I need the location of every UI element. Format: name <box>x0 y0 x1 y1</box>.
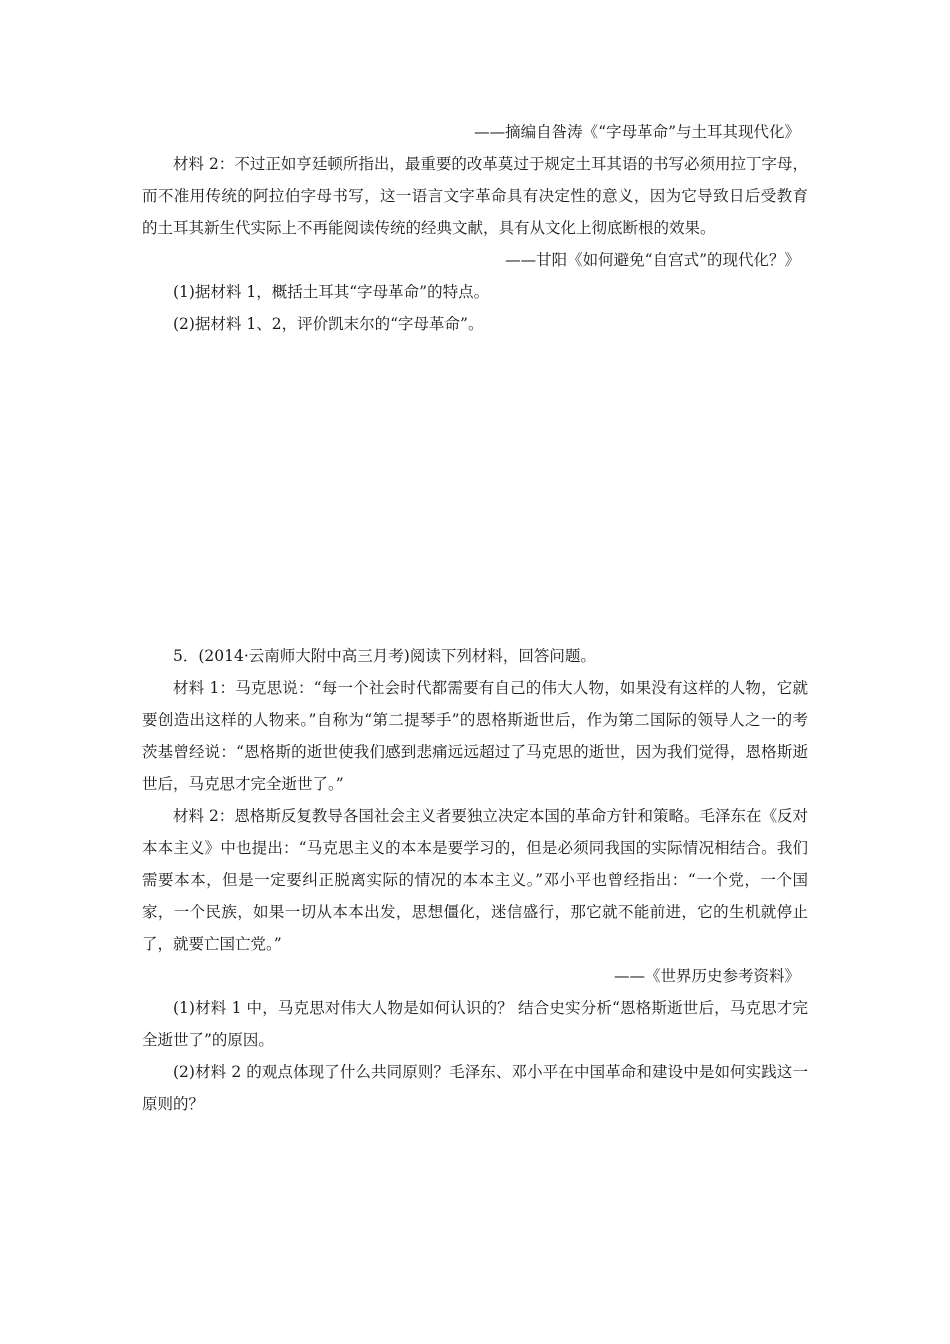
source-citation-3: ——《世界历史参考资料》 <box>613 967 800 985</box>
material-1-paragraph: 材料 1：马克思说：“每一个社会时代都需要有自己的伟大人物，如果没有这样的人物，它就要创造出这样的人物来。”自称为“第二提琴手”的恩格斯逝世后，作为第二国际的领导人之一的考茨基曾经说：“恩格斯的逝世使我们感到悲痛远远超过了马克思的逝世，因为我们觉得，恩格斯逝世后，马克思才完全逝世了。” <box>142 679 808 793</box>
section-question-5 <box>142 640 808 1120</box>
question-1: (1)据材料 1，概括土耳其“字母革命”的特点。 <box>173 283 490 301</box>
question-5-heading: 5．(2014·云南师大附中高三月考)阅读下列材料，回答问题。 <box>173 647 596 665</box>
section-turkey-alphabet <box>142 116 808 340</box>
question-5-1: (1)材料 1 中，马克思对伟大人物是如何认识的？ 结合史实分析“恩格斯逝世后，马克思才完全逝世了”的原因。 <box>142 999 808 1049</box>
source-citation-2: ——甘阳《如何避免“自宫式”的现代化？》 <box>505 251 800 269</box>
question-2: (2)据材料 1、2，评价凯末尔的“字母革命”。 <box>173 315 484 333</box>
question-5-2: (2)材料 2 的观点体现了什么共同原则？毛泽东、邓小平在中国革命和建设中是如何实践这一原则的？ <box>142 1063 808 1113</box>
source-citation-1: ——摘编自昝涛《“字母革命”与土耳其现代化》 <box>474 123 800 141</box>
material-2-paragraph: 材料 2：恩格斯反复教导各国社会主义者要独立决定本国的革命方针和策略。毛泽东在《反对本本主义》中也提出：“马克思主义的本本是要学习的，但是必须同我国的实际情况相结合。我们需要本本，但是一定要纠正脱离实际的情况的本本主义。”邓小平也曾经指出：“一个党，一个国家，一个民族，如果一切从本本出发，思想僵化，迷信盛行，那它就不能前进，它的生机就停止了，就要亡国亡党。” <box>142 807 808 953</box>
material-2-paragraph: 材料 2：不过正如亨廷顿所指出，最重要的改革莫过于规定土耳其语的书写必须用拉丁字母，而不准用传统的阿拉伯字母书写，这一语言文字革命具有决定性的意义，因为它导致日后受教育的土耳其新生代实际上不再能阅读传统的经典文献，具有从文化上彻底断根的效果。 <box>142 155 808 237</box>
